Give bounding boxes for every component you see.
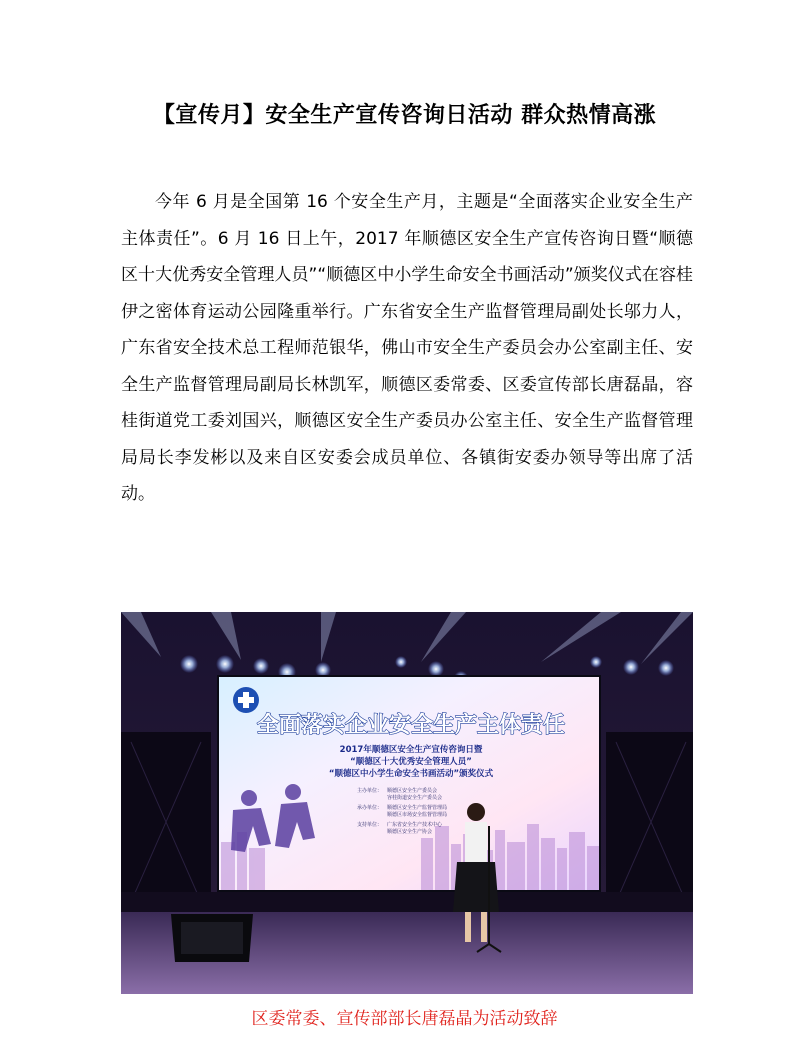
screen-org-value-1a: 顺德区安全生产委员会 xyxy=(387,788,438,794)
screen-org-value-2b: 顺德区市场安全监督管理局 xyxy=(387,812,448,818)
screen-line-1: 2017年顺德区安全生产宣传咨询日暨 xyxy=(339,745,483,755)
screen-org-value-2a: 顺德区安全生产监督管理局 xyxy=(387,805,448,811)
screen-org-value-3b: 顺德区安全生产协会 xyxy=(387,829,433,835)
event-photo xyxy=(121,612,693,994)
screen-headline: 全面落实企业安全生产主体责任 xyxy=(256,713,566,738)
screen-line-3: “顺德区中小学生命安全书画活动”颁奖仪式 xyxy=(328,769,494,779)
event-photo-illustration xyxy=(121,612,693,994)
safety-logo xyxy=(233,687,259,713)
article-title: 【宣传月】安全生产宣传咨询日活动 群众热情高涨 xyxy=(152,103,657,128)
audience-row xyxy=(121,892,693,912)
screen-org-label-1: 主办单位： xyxy=(357,788,383,794)
screen-org-value-3a: 广东省安全生产技术中心 xyxy=(387,822,443,828)
led-screen xyxy=(218,676,600,891)
screen-line-2: “顺德区十大优秀安全管理人员” xyxy=(350,757,472,767)
stage-monitor-speaker xyxy=(171,914,253,962)
article-paragraph: 今年 6 月是全国第 16 个安全生产月，主题是“全面落实企业安全生产主体责任”。6 月 16 日上午，2017 年顺德区安全生产宣传咨询日暨“顺德区十大优秀安全管理人员”“顺德区中小学生命安全书画活动”颁奖仪式在容桂伊之密体育运动公园隆重举行。广东省安全生产监督管理局副处长邬力人，广东省安全技术总工程师范银华，佛山市安全生产委员会办公室副主任、安全生产监督管理局副局长林凯军，顺德区委常委、区委宣传部长唐磊晶，容桂街道党工委刘国兴，顺德区安全生产委员办公室主任、安全生产监督管理局局长李发彬以及来自区安委会成员单位、各镇街安委办领导等出席了活动。 xyxy=(121,192,693,504)
screen-org-label-3: 支持单位： xyxy=(357,822,383,828)
screen-org-value-1b: 容桂街道安全生产委员会 xyxy=(387,795,443,801)
photo-caption: 区委常委、宣传部部长唐磊晶为活动致辞 xyxy=(251,1009,558,1029)
screen-org-label-2: 承办单位： xyxy=(357,805,383,811)
